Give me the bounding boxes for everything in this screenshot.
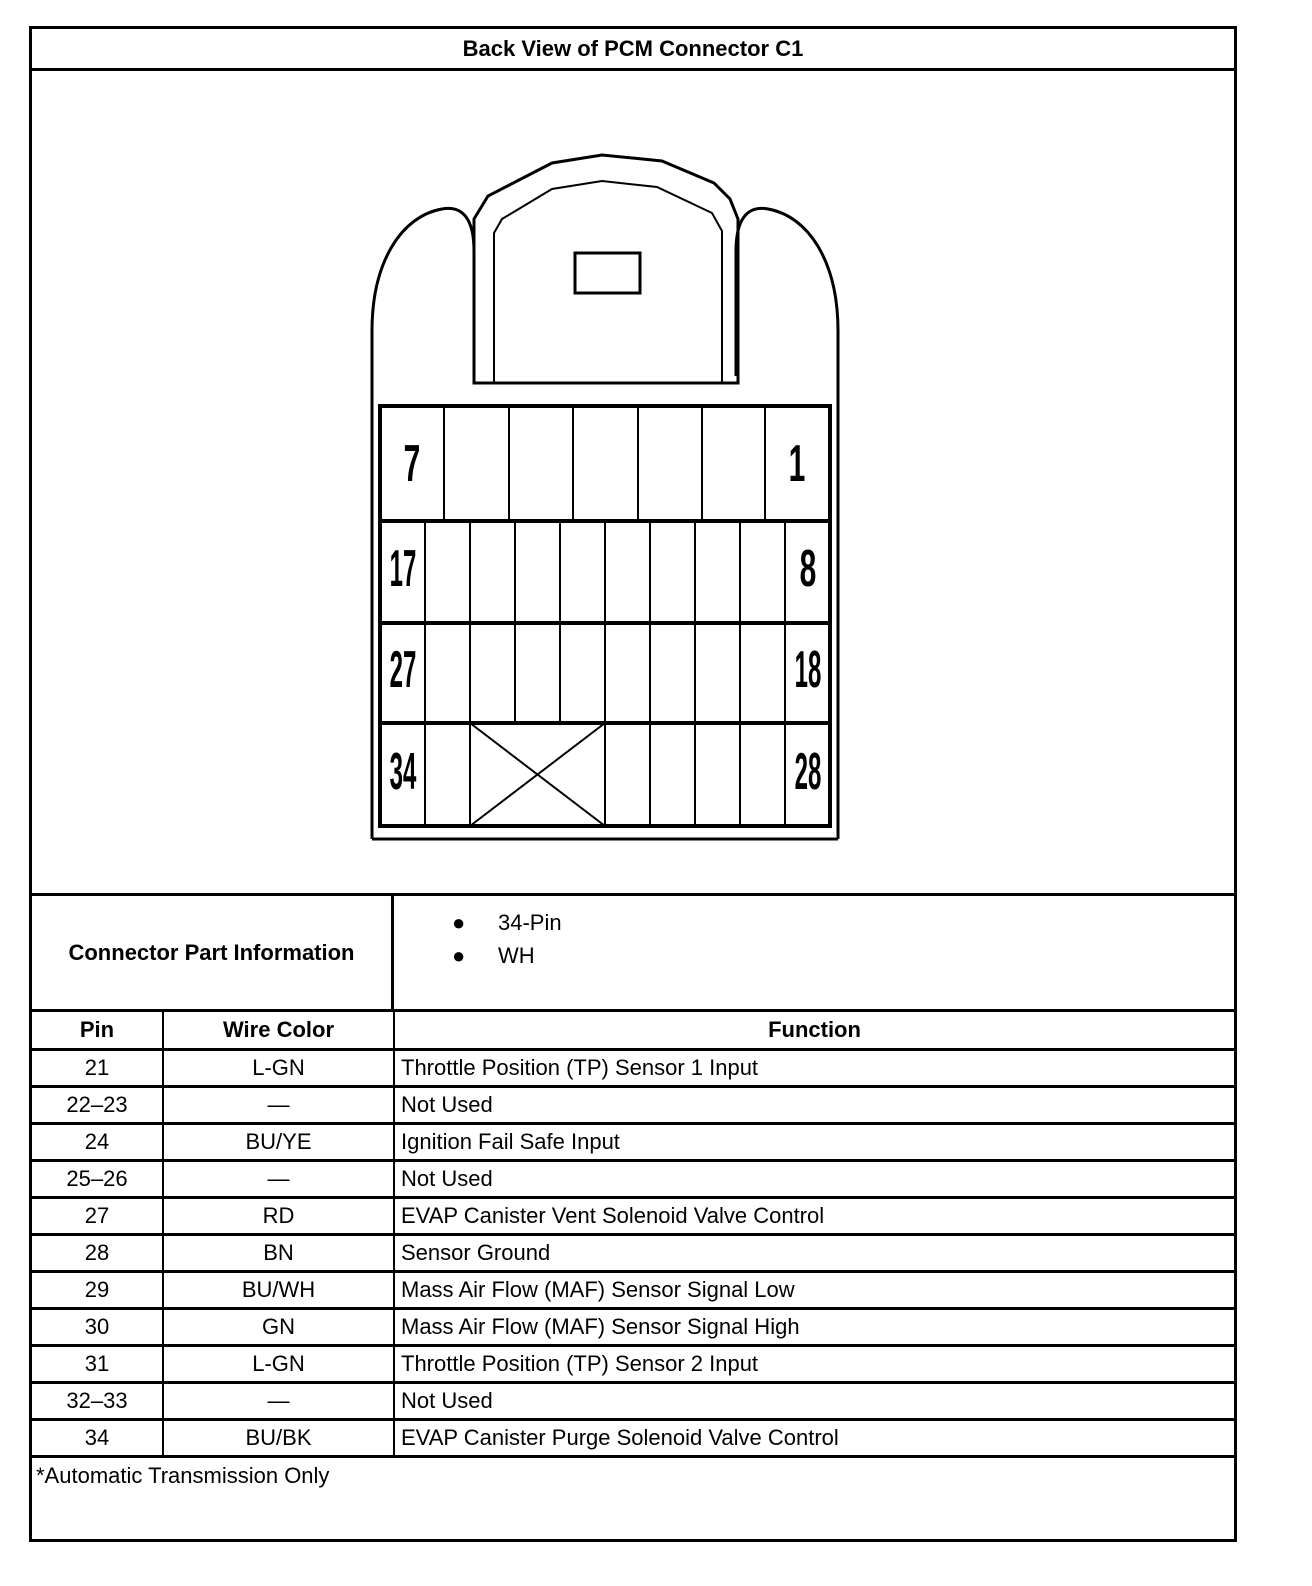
wire-color-cell: GN: [163, 1308, 394, 1345]
function-cell: EVAP Canister Vent Solenoid Valve Control: [394, 1197, 1234, 1234]
pin-cell: 21: [32, 1049, 163, 1086]
terminal-rows-2-4: [425, 521, 785, 826]
bullet-icon: ●: [452, 910, 466, 935]
part-info-label: Connector Part Information: [32, 896, 394, 1009]
wire-color-cell: RD: [163, 1197, 394, 1234]
function-cell: EVAP Canister Purge Solenoid Valve Control: [394, 1419, 1234, 1456]
pinout-sheet: [29, 26, 1237, 1542]
pin-cell: 34: [32, 1419, 163, 1456]
connector-latch: [474, 155, 738, 383]
wire-color-cell: BU/WH: [163, 1271, 394, 1308]
blocked-cavity-mark: [470, 723, 605, 826]
part-info-pin-count: 34-Pin: [498, 910, 562, 935]
wire-color-cell: —: [163, 1160, 394, 1197]
pin-cell: 29: [32, 1271, 163, 1308]
pin-function-table: [32, 1012, 1234, 1494]
pin-cell: 25–26: [32, 1160, 163, 1197]
wire-color-cell: L-GN: [163, 1345, 394, 1382]
pin-cell: 27: [32, 1197, 163, 1234]
wire-color-cell: BN: [163, 1234, 394, 1271]
function-cell: Mass Air Flow (MAF) Sensor Signal High: [394, 1308, 1234, 1345]
table-row: [32, 1308, 1234, 1345]
header-wire-color: Wire Color: [163, 1012, 394, 1049]
part-info-color: WH: [498, 943, 535, 968]
pin-cell: 24: [32, 1123, 163, 1160]
bullet-icon: ●: [452, 943, 466, 968]
pin-label-7: 7: [403, 434, 421, 493]
wire-color-cell: —: [163, 1086, 394, 1123]
pin-label-18: 18: [794, 639, 822, 699]
table-row: [32, 1234, 1234, 1271]
table-row: [32, 1197, 1234, 1234]
pin-label-28: 28: [794, 741, 822, 801]
terminal-row-1: [444, 406, 765, 521]
wire-color-cell: —: [163, 1382, 394, 1419]
pin-label-1: 1: [788, 434, 806, 493]
footnote-row: [32, 1456, 1234, 1494]
connector-latch-window: [575, 253, 640, 293]
document-title: Back View of PCM Connector C1: [32, 29, 1234, 71]
connector-latch-inner: [494, 181, 722, 383]
wire-color-cell: BU/BK: [163, 1419, 394, 1456]
connector-housing-outline-right: [736, 208, 838, 839]
footnote: *Automatic Transmission Only: [32, 1456, 1234, 1494]
header-function: Function: [394, 1012, 1234, 1049]
function-cell: Mass Air Flow (MAF) Sensor Signal Low: [394, 1271, 1234, 1308]
pin-label-17: 17: [389, 538, 417, 598]
table-row: [32, 1271, 1234, 1308]
pin-cell: 32–33: [32, 1382, 163, 1419]
pin-label-8: 8: [799, 539, 817, 598]
function-cell: Throttle Position (TP) Sensor 2 Input: [394, 1345, 1234, 1382]
table-row: [32, 1160, 1234, 1197]
connector-diagram: [32, 71, 1234, 893]
part-info-list: [394, 896, 1234, 1009]
function-cell: Not Used: [394, 1382, 1234, 1419]
connector-part-info: [32, 896, 1234, 1012]
table-row: [32, 1382, 1234, 1419]
connector-housing-outline: [372, 208, 474, 839]
table-row: [32, 1345, 1234, 1382]
pin-label-27: 27: [389, 639, 417, 699]
pin-cell: 22–23: [32, 1086, 163, 1123]
pin-cell: 30: [32, 1308, 163, 1345]
function-cell: Not Used: [394, 1086, 1234, 1123]
pin-cell: 31: [32, 1345, 163, 1382]
function-cell: Sensor Ground: [394, 1234, 1234, 1271]
header-pin: Pin: [32, 1012, 163, 1049]
table-row: [32, 1049, 1234, 1086]
table-row: [32, 1123, 1234, 1160]
wire-color-cell: BU/YE: [163, 1123, 394, 1160]
function-cell: Throttle Position (TP) Sensor 1 Input: [394, 1049, 1234, 1086]
pin-cell: 28: [32, 1234, 163, 1271]
table-row: [32, 1419, 1234, 1456]
wire-color-cell: L-GN: [163, 1049, 394, 1086]
table-header-row: [32, 1012, 1234, 1049]
connector-drawing-area: [32, 71, 1234, 896]
function-cell: Not Used: [394, 1160, 1234, 1197]
pin-label-34: 34: [389, 741, 417, 801]
table-row: [32, 1086, 1234, 1123]
function-cell: Ignition Fail Safe Input: [394, 1123, 1234, 1160]
